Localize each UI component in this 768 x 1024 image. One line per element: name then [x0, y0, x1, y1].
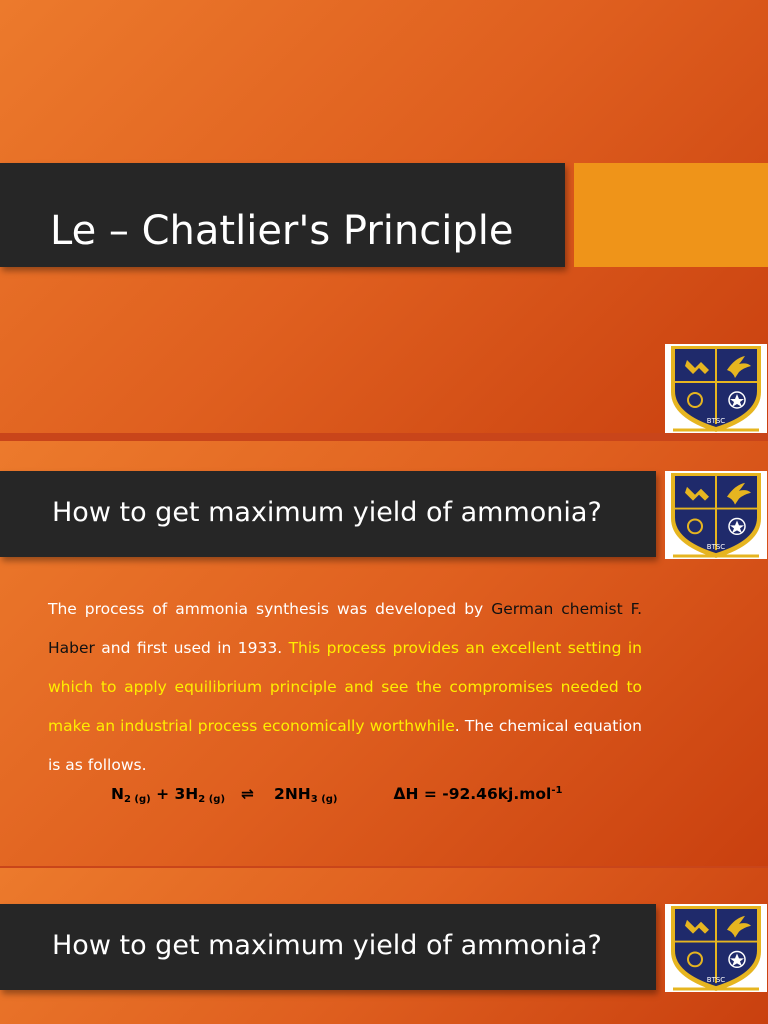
- chemical-equation: [111, 785, 562, 805]
- slide-ammonia-yield-2: [0, 868, 768, 1024]
- slide-heading: How to get maximum yield of ammonia?: [52, 930, 602, 961]
- eq-ammonia-sub: 3 (g): [310, 794, 338, 805]
- college-crest-logo: [665, 344, 767, 433]
- paragraph-chemist: German chemist F. Haber: [48, 600, 642, 657]
- eq-enthalpy: ΔH = -92.46kj.mol: [393, 785, 552, 803]
- crest-text: BTSC: [706, 976, 726, 985]
- crest-text: BTSC: [706, 543, 726, 552]
- body-paragraph: [48, 590, 642, 785]
- eq-hydrogen-sub: 2 (g): [198, 794, 226, 805]
- eq-nitrogen-sub: 2 (g): [123, 794, 151, 805]
- slide-heading: How to get maximum yield of ammonia?: [52, 497, 602, 528]
- paragraph-highlight: This process provides an excellent setting in which to apply equilibrium principle and see the compromises needed to make an industrial process economically worthwhile: [48, 639, 642, 735]
- college-crest-logo: [665, 904, 767, 992]
- paragraph-ending: . The chemical equation is as follows.: [48, 717, 642, 774]
- slide-title: [0, 0, 768, 433]
- crest-text: BTSC: [706, 417, 726, 425]
- slide-ammonia-yield: [0, 441, 768, 866]
- heading-bar: [0, 471, 656, 557]
- eq-hydrogen: + 3H: [150, 785, 199, 803]
- paragraph-date: and first used in 1933.: [94, 639, 289, 657]
- title-bar: [0, 163, 565, 267]
- equilibrium-arrow-icon: ⇌: [241, 785, 255, 803]
- eq-ammonia: 2NH: [274, 785, 311, 803]
- slide-title-text: Le – Chatlier's Principle: [50, 208, 514, 254]
- paragraph-intro: The process of ammonia synthesis was developed by: [48, 600, 492, 618]
- eq-enthalpy-sup: -1: [551, 785, 563, 796]
- eq-nitrogen: N: [111, 785, 124, 803]
- heading-bar: [0, 904, 656, 990]
- college-crest-logo: [665, 471, 767, 559]
- accent-block: [574, 163, 768, 267]
